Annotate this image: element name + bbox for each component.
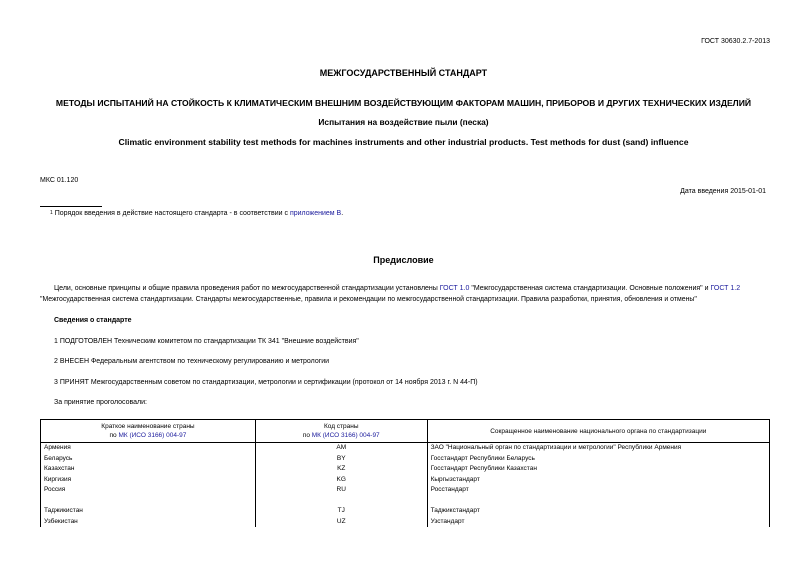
footnote-end: . bbox=[341, 210, 344, 217]
cell-country: Армения bbox=[41, 443, 256, 454]
footnote bbox=[50, 210, 343, 217]
cell-body: Госстандарт Республики Казахстан bbox=[427, 464, 769, 475]
preface-paragraph-line2: "Межгосударственная система стандартизации. Стандарты межгосударственные, правила и рекомендации по межгосударственной стандартизации. Правила разработки, принятия, обновления и отмены" bbox=[40, 296, 697, 303]
intro-date: Дата введения 2015-01-01 bbox=[680, 188, 766, 195]
cell-code: RU bbox=[255, 485, 427, 496]
table-row bbox=[41, 517, 770, 528]
title-en: Climatic environment stability test methods for machines instruments and other industrial products. Test methods for dust (sand) influence bbox=[118, 137, 689, 147]
item-3: 3 ПРИНЯТ Межгосударственным советом по стандартизации, метрологии и сертификации (протокол от 14 ноября 2013 г. N 44-П) bbox=[54, 379, 478, 386]
preface-title: Предисловие bbox=[373, 255, 434, 265]
item-1: 1 ПОДГОТОВЛЕН Техническим комитетом по стандартизации ТК 341 "Внешние воздействия" bbox=[54, 338, 359, 345]
footnote-link[interactable]: приложением В bbox=[289, 210, 342, 217]
cell-body: Узстандарт bbox=[427, 517, 769, 528]
table-row bbox=[41, 485, 770, 496]
preface-text-1: Цели, основные принципы и общие правила проведения работ по межгосударственной стандартизации установлены bbox=[54, 285, 440, 292]
preface-text-2: "Межгосударственная система стандартизации. Основные положения" и bbox=[469, 285, 711, 292]
item-2: 2 ВНЕСЕН Федеральным агентством по техническому регулированию и метрологии bbox=[54, 358, 330, 365]
cell-code: UZ bbox=[255, 517, 427, 528]
footnote-text: Порядок введения в действие настоящего стандарта - в соответствии с bbox=[54, 210, 290, 217]
header-code-link[interactable]: МК (ИСО 3166) 004-97 bbox=[311, 432, 380, 439]
cell-code: AM bbox=[255, 443, 427, 454]
header-code-line1: Код страны bbox=[323, 423, 359, 430]
header-country-line1: Краткое наименование страны bbox=[101, 423, 195, 430]
table-row bbox=[41, 454, 770, 465]
cell-country: Таджикистан bbox=[41, 506, 256, 517]
cell-body: Кыргызстандарт bbox=[427, 475, 769, 486]
cell-code: KG bbox=[255, 475, 427, 486]
table-row bbox=[41, 443, 770, 454]
cell-country: Киргизия bbox=[41, 475, 256, 486]
header-code-prefix: по bbox=[302, 432, 312, 439]
doc-code: ГОСТ 30630.2.7-2013 bbox=[701, 38, 770, 45]
header-country bbox=[41, 420, 256, 443]
subtitle-ru: Испытания на воздействие пыли (песка) bbox=[318, 117, 489, 127]
header-country-link[interactable]: МК (ИСО 3166) 004-97 bbox=[118, 432, 187, 439]
cell-country: Узбекистан bbox=[41, 517, 256, 528]
table-row bbox=[41, 475, 770, 486]
info-title: Сведения о стандарте bbox=[54, 317, 132, 324]
footnote-mark: 1 bbox=[50, 210, 53, 216]
gost-1-2-link[interactable]: ГОСТ 1.2 bbox=[710, 285, 741, 292]
title-ru: МЕТОДЫ ИСПЫТАНИЙ НА СТОЙКОСТЬ К КЛИМАТИЧЕСКИМ ВНЕШНИМ ВОЗДЕЙСТВУЮЩИМ ФАКТОРАМ МАШИН, ПРИБОРОВ И ДРУГИХ ТЕХНИЧЕСКИХ ИЗДЕЛИЙ bbox=[55, 98, 752, 108]
gost-1-0-link[interactable]: ГОСТ 1.0 bbox=[439, 285, 470, 292]
cell-body: Росстандарт bbox=[427, 485, 769, 496]
member-states-table bbox=[40, 419, 770, 527]
cell-body: Таджикстандарт bbox=[427, 506, 769, 517]
standard-type: МЕЖГОСУДАРСТВЕННЫЙ СТАНДАРТ bbox=[319, 68, 488, 78]
table-row bbox=[41, 496, 770, 507]
cell-country: Россия bbox=[41, 485, 256, 496]
cell-code: KZ bbox=[255, 464, 427, 475]
footnote-rule bbox=[40, 206, 102, 207]
header-country-prefix: по bbox=[109, 432, 119, 439]
cell-country: Казахстан bbox=[41, 464, 256, 475]
cell-country bbox=[41, 496, 256, 507]
cell-body: ЗАО "Национальный орган по стандартизации и метрологии" Республики Армения bbox=[427, 443, 769, 454]
header-code bbox=[255, 420, 427, 443]
voted-label: За принятие проголосовали: bbox=[54, 399, 147, 406]
cell-code bbox=[255, 496, 427, 507]
cell-body: Госстандарт Республики Беларусь bbox=[427, 454, 769, 465]
cell-body bbox=[427, 496, 769, 507]
table-row bbox=[41, 506, 770, 517]
cell-code: TJ bbox=[255, 506, 427, 517]
cell-code: BY bbox=[255, 454, 427, 465]
cell-country: Беларусь bbox=[41, 454, 256, 465]
mks-code: МКС 01.120 bbox=[40, 177, 79, 184]
preface-paragraph-line1 bbox=[54, 285, 740, 292]
table-row bbox=[41, 464, 770, 475]
header-body: Сокращенное наименование национального органа по стандартизации bbox=[427, 420, 769, 443]
